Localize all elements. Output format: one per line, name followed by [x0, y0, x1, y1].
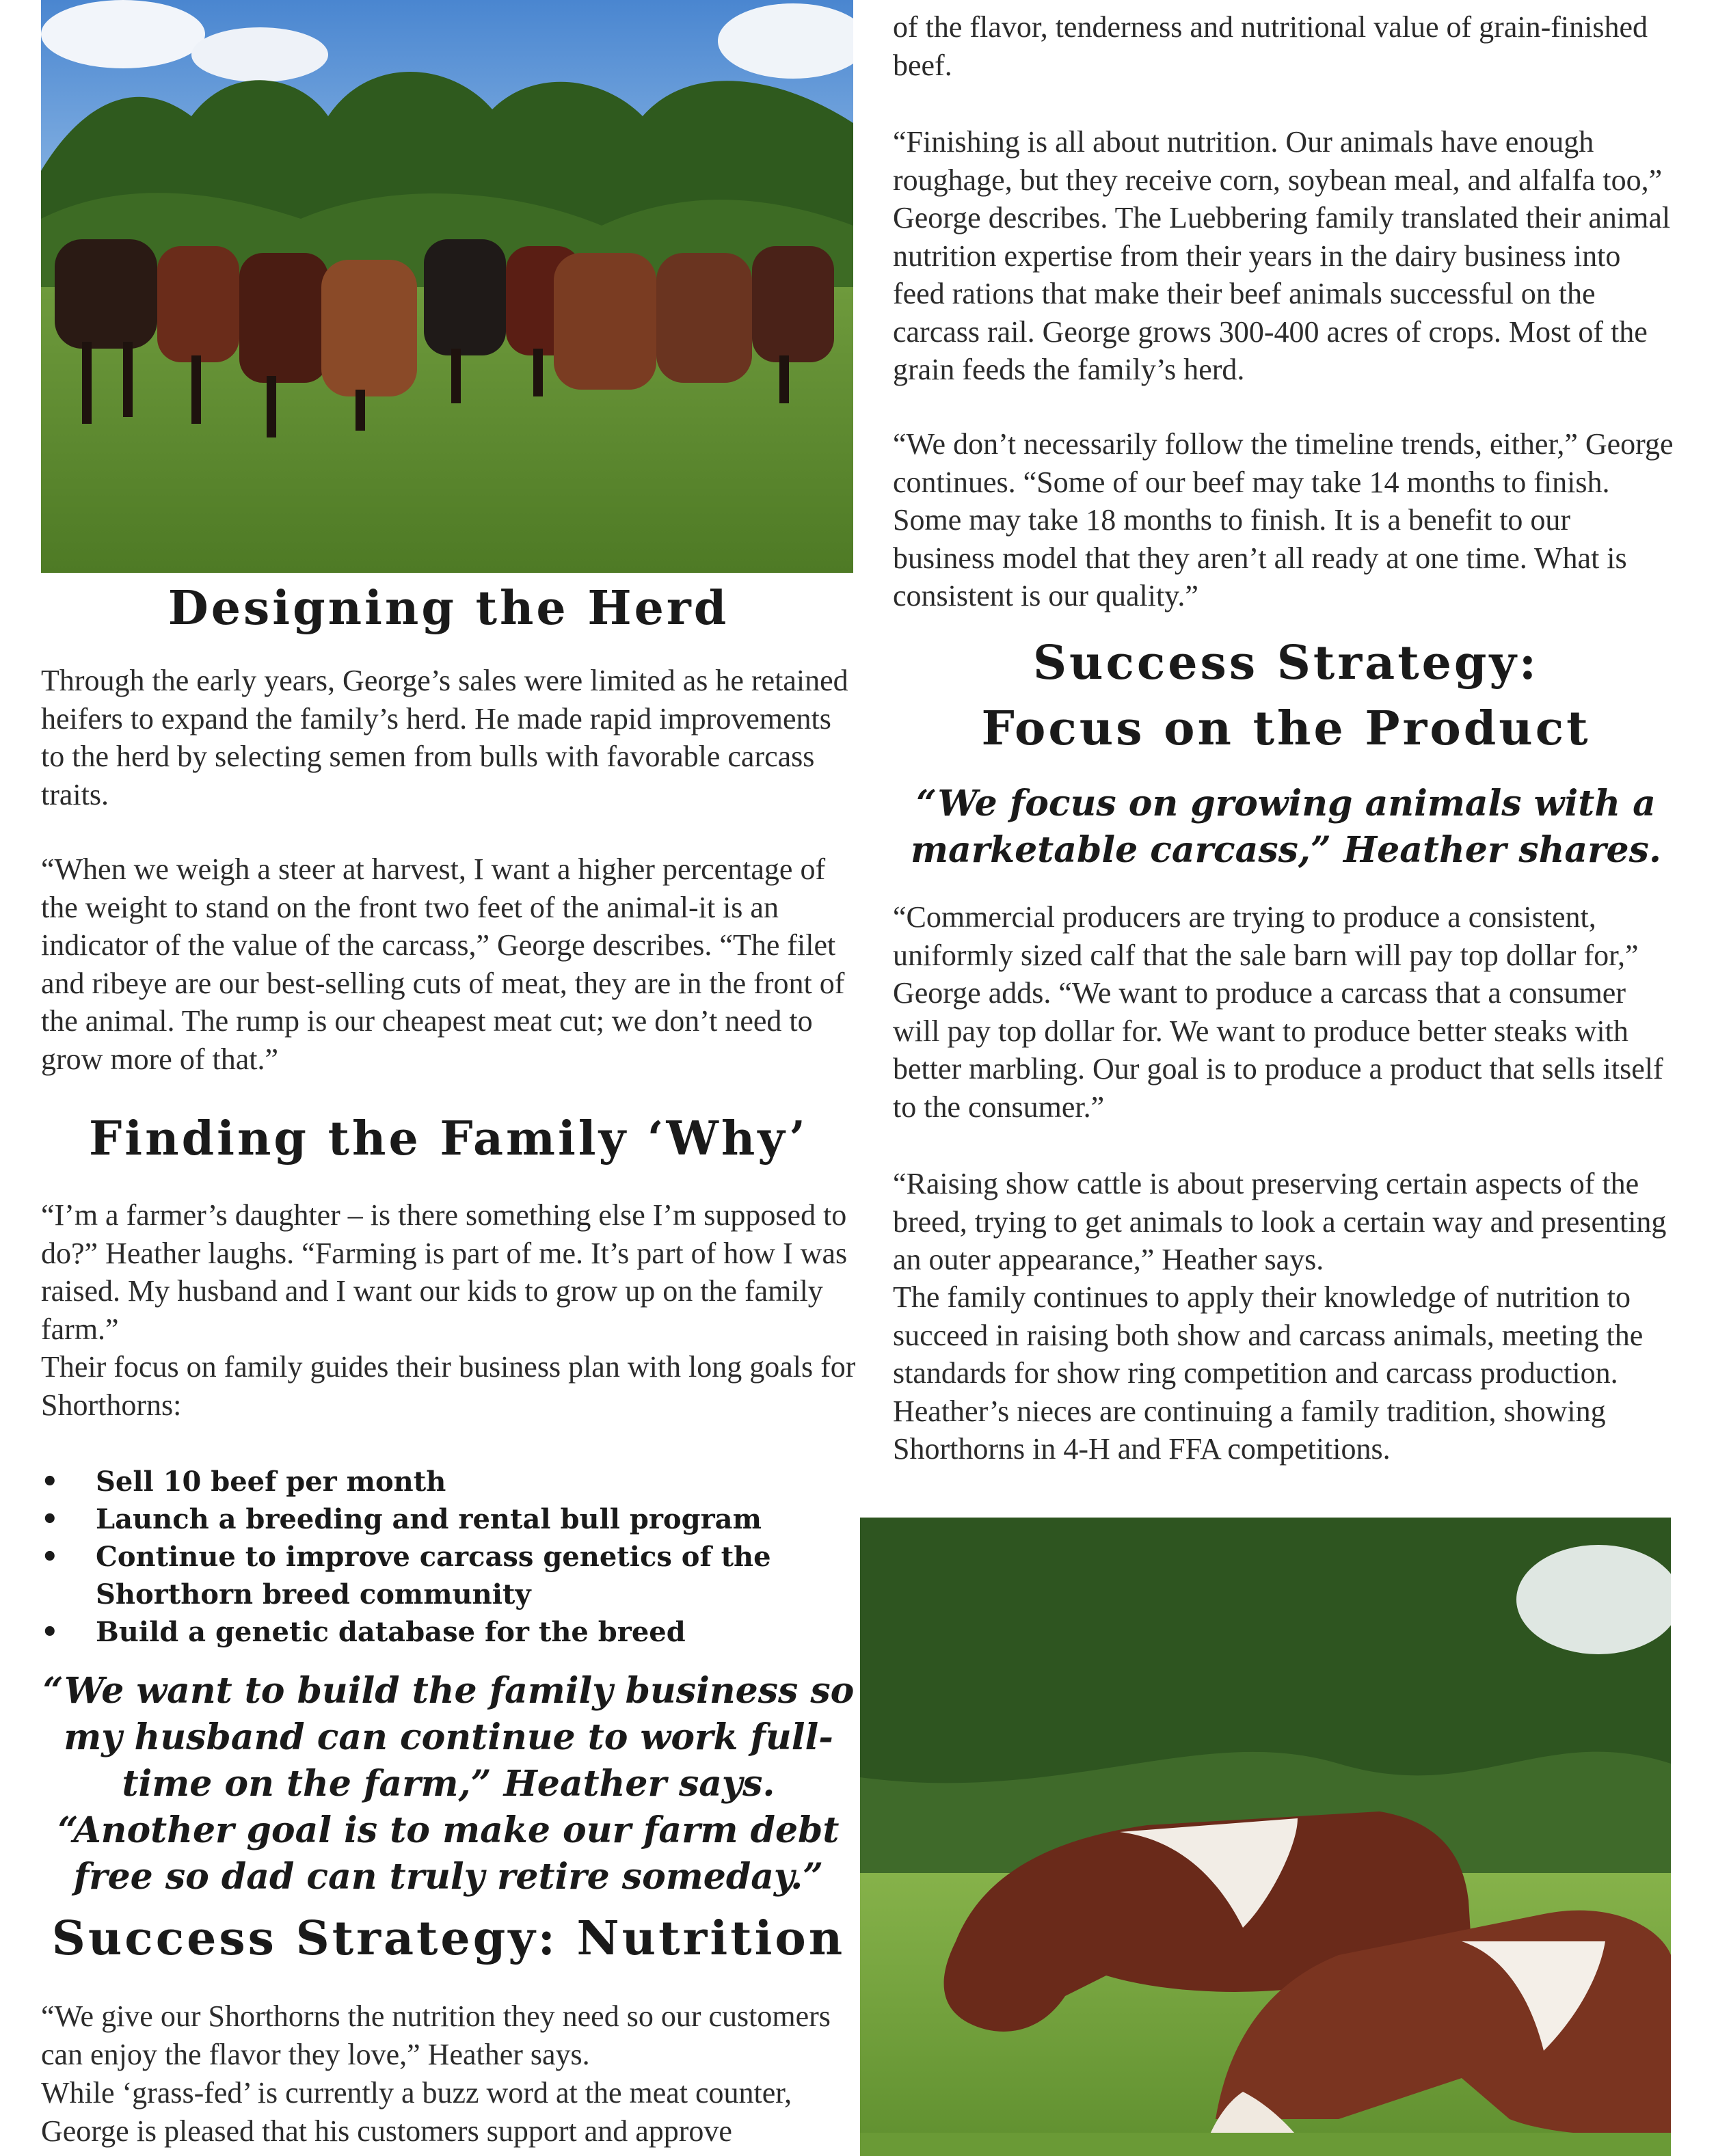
- product-heading-line-2: Focus on the Product: [981, 701, 1591, 756]
- goal-item: [41, 1500, 856, 1538]
- goals-list: [41, 1463, 856, 1651]
- bullet-dot: •: [41, 1616, 59, 1648]
- product-paragraph-2: “Raising show cattle is about preserving certain aspects of the breed, trying to get animals to look a certain way and presenting an outer appearance,” Heather says.: [893, 1167, 1667, 1276]
- finishing-paragraph: “Finishing is all about nutrition. Our animals have enough roughage, but they receive corn, soybean meal, and alfalfa too,” George describes. The Luebbering family translated their animal nutrition expertise from their years in the dairy business into feed rations that make their beef animals successful on the carcass rail. George grows 300-400 acres of crops. Most of the grain feeds the family’s herd.: [893, 125, 1671, 386]
- product-paragraph-3: The family continues to apply their knowledge of nutrition to succeed in raising both show and carcass animals, meeting the standards for show ring competition and carcass production. Heather’s nieces are continuing a family tradition, showing Shorthorns in 4-H and FFA competitions.: [893, 1280, 1644, 1466]
- goal-text: Launch a breeding and rental bull program: [96, 1503, 762, 1535]
- goal-item: [41, 1613, 856, 1651]
- nutrition-paragraph-2: While ‘grass-fed’ is currently a buzz word at the meat counter, George is pleased that his customers support and approve: [41, 2076, 792, 2148]
- goal-item: [41, 1538, 856, 1613]
- shorthorn-grazing-photo: [860, 1518, 1671, 2156]
- designing-heading: Designing the Herd: [167, 581, 729, 636]
- product-heading-line-1: Success Strategy:: [1032, 636, 1540, 690]
- bullet-dot: •: [41, 1541, 59, 1573]
- family-heading: Finding the Family ‘Why’: [89, 1111, 808, 1166]
- herd-photo-art: [41, 0, 853, 573]
- designing-paragraph-1: Through the early years, George’s sales were limited as he retained heifers to expand the family’s herd. He made rapid improvements to the herd by selecting semen from bulls with favorable carcass traits.: [41, 664, 848, 811]
- continued-paragraph: of the flavor, tenderness and nutritional value of grain-finished beef.: [893, 10, 1648, 82]
- designing-paragraph-2: “When we weigh a steer at harvest, I want a higher percentage of the weight to stand on the front two feet of the animal-it is an indicator of the value of the carcass,” George describes. “The filet and ribeye are our best-selling cuts of meat, they are in the front of the animal. The rump is our cheapest meat cut; we don’t need to grow more of that.”: [41, 852, 845, 1076]
- grazing-photo-art: [860, 1518, 1671, 2156]
- family-paragraph-1: “I’m a farmer’s daughter – is there something else I’m supposed to do?” Heather laughs. “Farming is part of me. It’s part of how I was raised. My husband and I want our kids to grow up on the family farm.”: [41, 1198, 848, 1346]
- goal-text: Sell 10 beef per month: [96, 1466, 446, 1498]
- product-pull-quote: “We focus on growing animals with a marketable carcass,” Heather shares.: [911, 783, 1661, 871]
- goal-text: Continue to improve carcass genetics of the Shorthorn breed community: [96, 1541, 771, 1611]
- family-paragraph-2: Their focus on family guides their business plan with long goals for Shorthorns:: [41, 1350, 856, 1422]
- herd-photo: [41, 0, 853, 573]
- nutrition-paragraph-1: “We give our Shorthorns the nutrition they need so our customers can enjoy the flavor they love,” Heather says.: [41, 1999, 831, 2071]
- bullet-dot: •: [41, 1466, 59, 1498]
- goal-text: Build a genetic database for the breed: [96, 1616, 686, 1648]
- goal-item: [41, 1463, 856, 1500]
- product-paragraph-1: “Commercial producers are trying to produce a consistent, uniformly sized calf that the sale barn will pay top dollar for,” George adds. “We want to produce a carcass that a consumer will pay top dollar for. We want to produce better steaks with better marbling. Our goal is to produce a product that sells itself to the consumer.”: [893, 900, 1663, 1124]
- family-pull-quote: “We want to build the family business so my husband can continue to work full-time on the farm,” Heather says. “Another goal is to make our farm debt free so dad can truly retire someday.”: [42, 1670, 855, 1898]
- bullet-dot: •: [41, 1503, 59, 1535]
- timeline-paragraph: “We don’t necessarily follow the timeline trends, either,” George continues. “Some of our beef may take 14 months to finish. Some may take 18 months to finish. It is a benefit to our business model that they aren’t all ready at one time. What is consistent is our quality.”: [893, 427, 1674, 612]
- nutrition-heading: Success Strategy: Nutrition: [51, 1911, 846, 1966]
